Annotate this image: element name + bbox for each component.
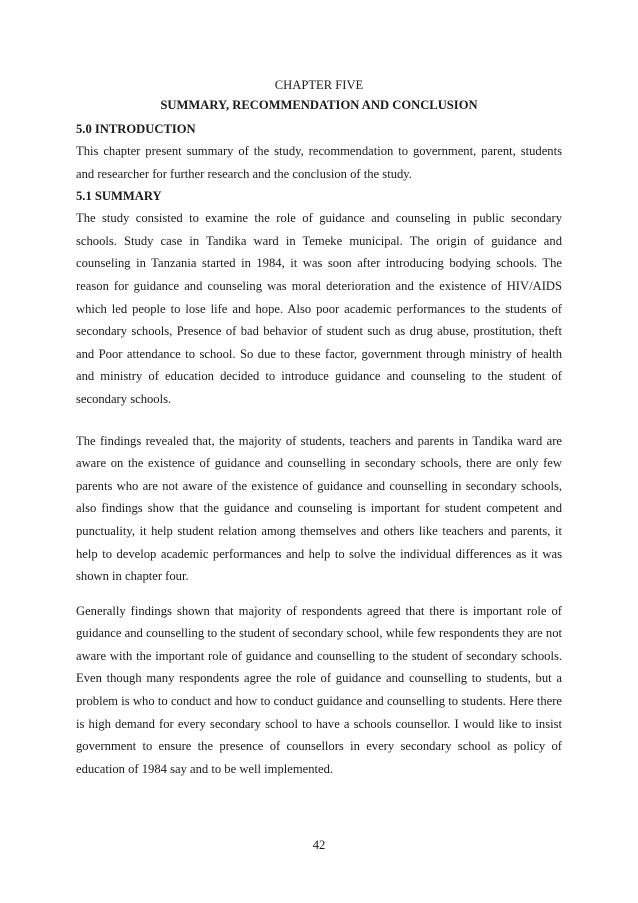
- page-number: 42: [312, 838, 326, 852]
- chapter-title: SUMMARY, RECOMMENDATION AND CONCLUSION: [160, 98, 478, 112]
- section-heading-summary: 5.1 SUMMARY: [76, 189, 162, 204]
- document-body: [76, 120, 562, 780]
- introduction-paragraph: This chapter present summary of the study, recommendation to government, parent, students and researcher for further research and the conclusion of the study.: [76, 144, 562, 181]
- summary-paragraph-3: Generally findings shown that majority of respondents agreed that there is important role of guidance and counselling to the student of secondary school, while few respondents they are not aware with the important role of guidance and counselling to the student of secondary schools. Even though many respondents agree the role of guidance and counselling to students, but a problem is who to conduct and how to conduct guidance and counselling to students. Here there is high demand for every secondary school to have a schools counsellor. I would like to insist government to ensure the presence of counsellors in every secondary school as policy of education of 1984 say and to be well implemented.: [76, 603, 562, 776]
- chapter-label-text: CHAPTER FIVE: [274, 78, 364, 92]
- chapter-label: [0, 78, 638, 93]
- summary-paragraph-1: The study consisted to examine the role of guidance and counseling in public secondary schools. Study case in Tandika ward in Temeke municipal. The origin of guidance and counseling in Tanzania started in 1984, it was soon after introducing bodying schools. The reason for guidance and counseling was moral deterioration and the existence of HIV/AIDS which led people to lose life and hope. Also poor academic performances to the students of secondary schools, Presence of bad behavior of student such as drug abuse, prostitution, theft and Poor attendance to school. So due to these factor, government through ministry of health and ministry of education decided to introduce guidance and counseling to the student of secondary schools.: [76, 211, 562, 406]
- summary-paragraph-2: The findings revealed that, the majority of students, teachers and parents in Tandika ward are aware on the existence of guidance and counselling in secondary schools, there are only few parents who are not aware of the existence of guidance and counselling in secondary schools, also findings show that the guidance and counseling is important for student competent and punctuality, it help student relation among themselves and others like teachers and parents, it help to develop academic performances and help to solve the individual differences as it was shown in chapter four.: [76, 433, 562, 584]
- section-heading-introduction: 5.0 INTRODUCTION: [76, 122, 196, 136]
